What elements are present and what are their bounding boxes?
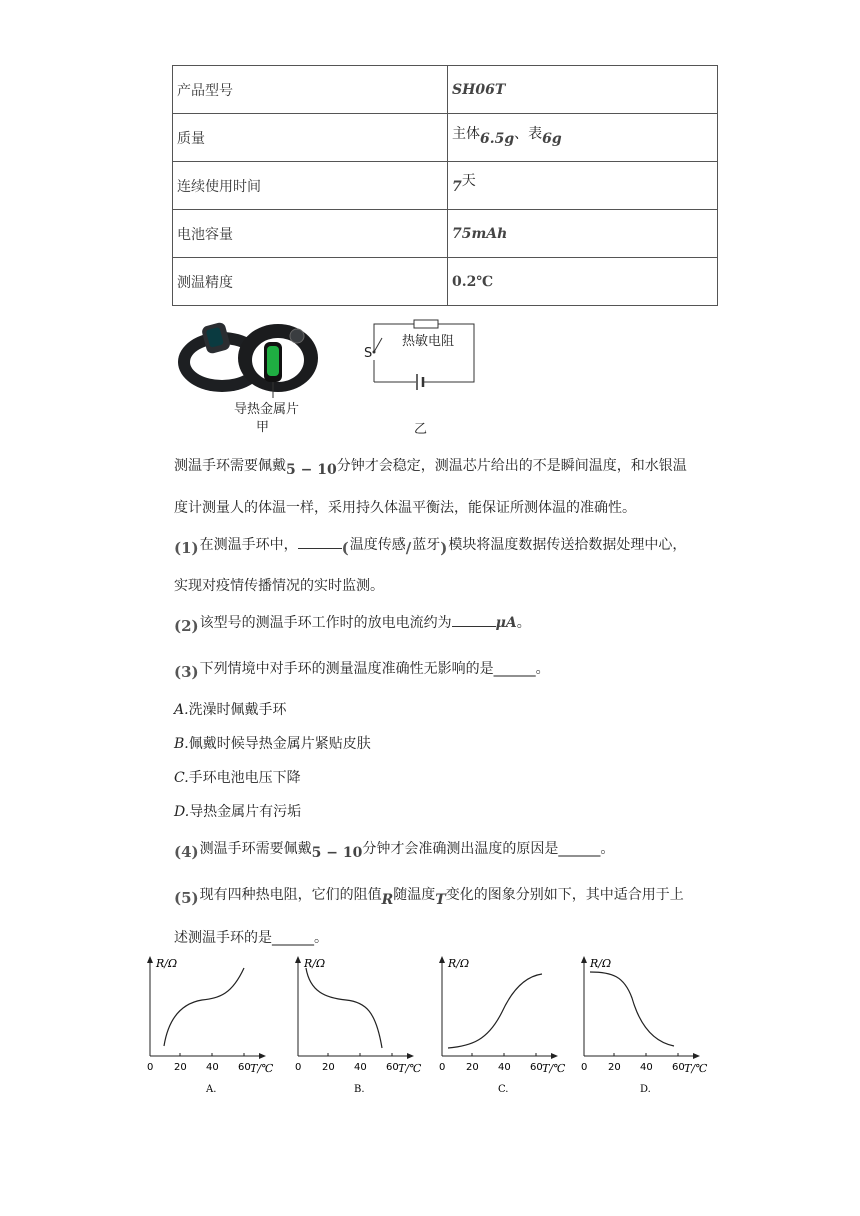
question-5 [174,884,684,908]
question-4 [174,838,614,859]
x-tick-label: 40 [206,1062,219,1073]
question-math: 5 − 10 [311,845,363,861]
y-axis-arrow [581,956,587,963]
question-text: 随温度 [393,887,436,903]
graph-caption: B. [354,1084,365,1094]
intro-line-1 [174,456,687,476]
thermal-plate-label: 导热金属片 [234,402,300,417]
y-axis-label: R/Ω [448,957,470,970]
question-text: 下列情境中对手环的测量温度准确性无影响的是______。 [199,661,550,677]
table-cell-label: 产品型号 [173,66,448,114]
rt-curve [164,968,244,1046]
duration-unit: 天 [461,172,476,189]
question-number: (3) [174,663,199,681]
x-axis-arrow [407,1053,414,1059]
mass-prefix: 主体 [452,125,480,142]
intro-text: 测温手环需要佩戴 [174,458,286,474]
x-tick-label: 60 [672,1062,685,1073]
rt-curve [306,968,382,1048]
answer-blank[interactable] [298,534,342,549]
figure-yi-caption: 乙 [414,422,428,437]
mass-watch-value: 6g [542,130,562,147]
rt-graph-c [432,954,572,1094]
y-axis-label: R/Ω [156,957,178,970]
table-row [173,66,718,114]
x-tick-label: 0 [295,1062,302,1073]
question-text: 现有四种热电阻，它们的阻值 [199,887,382,903]
question-number: (4) [174,843,199,861]
option-text: 导热金属片有污垢 [189,804,302,820]
paren-close: ) [440,539,448,557]
graph-caption: C. [498,1084,509,1094]
x-axis-arrow [551,1053,558,1059]
table-cell-label: 连续使用时间 [173,162,448,210]
table-row [173,114,718,162]
question-1 [174,534,686,555]
duration-value: 7 [452,178,462,195]
question-2 [174,612,531,633]
x-tick-label: 60 [238,1062,251,1073]
graph-caption: A. [206,1084,217,1094]
circuit-figure [360,318,480,437]
option-a[interactable] [174,700,287,720]
question-3 [174,658,550,679]
question-number: (1) [174,539,199,557]
x-tick-label: 0 [147,1062,154,1073]
x-tick-label: 20 [466,1062,479,1073]
intro-math: 5 − 10 [286,462,337,478]
paren-open: ( [341,539,349,557]
option-letter: C. [174,770,189,786]
table-row [173,258,718,306]
symbol-t: T [435,892,446,908]
question-text: 模块将温度数据传送拾数据处理中心， [448,537,687,553]
rt-graph-b [288,954,428,1094]
model-value: SH06T [452,81,506,98]
battery-value: 75mAh [452,225,508,242]
figure-jia-caption: 甲 [256,420,270,435]
x-tick-label: 40 [640,1062,653,1073]
table-cell-value [448,114,718,162]
wristband-figure [174,314,320,435]
choice-temp-sensor: 温度传感 [349,537,406,553]
table-cell-value [448,162,718,210]
x-tick-label: 20 [608,1062,621,1073]
question-text: 分钟才会准确测出温度的原因是______。 [362,841,615,857]
question-number: (2) [174,617,199,635]
x-axis-label: T/℃ [398,1062,422,1075]
question-text: 该型号的测温手环工作时的放电电流约为 [199,615,452,631]
x-axis-label: T/℃ [542,1062,566,1075]
x-axis-label: T/℃ [684,1062,708,1075]
x-tick-label: 40 [498,1062,511,1073]
table-cell-label: 电池容量 [173,210,448,258]
question-text: 变化的图象分别如下，其中适合用于上 [445,887,684,903]
option-b[interactable] [174,734,371,754]
mass-sep: 、表 [514,125,543,142]
answer-blank[interactable] [452,612,496,627]
table-row [173,162,718,210]
question-number: (5) [174,889,199,907]
wristband-image [174,314,320,410]
rt-curve [590,972,674,1046]
x-tick-label: 40 [354,1062,367,1073]
option-text: 洗澡时佩戴手环 [188,702,287,718]
choice-bluetooth: 蓝牙 [412,537,441,553]
option-letter: B. [174,736,189,752]
y-axis-arrow [439,956,445,963]
x-tick-label: 60 [386,1062,399,1073]
option-letter: A. [174,702,189,718]
table-cell-value [448,66,718,114]
rt-graph-a [140,954,280,1094]
y-axis-label: R/Ω [304,957,326,970]
unit-microamp: μA [495,615,517,631]
intro-text: 分钟才会稳定，测温芯片给出的不是瞬间温度，和水银温 [336,458,687,474]
switch-label: S [364,346,373,361]
table-cell-value [448,258,718,306]
y-axis-label: R/Ω [590,957,612,970]
spec-table [172,65,718,306]
x-axis-arrow [259,1053,266,1059]
symbol-r: R [381,892,394,908]
table-cell-label: 测温精度 [173,258,448,306]
table-cell-value [448,210,718,258]
x-tick-label: 0 [581,1062,588,1073]
x-tick-label: 0 [439,1062,446,1073]
table-row [173,210,718,258]
intro-line-2: 度计测量人的体温一样，采用持久体温平衡法，能保证所测体温的准确性。 [174,500,636,516]
x-tick-label: 20 [174,1062,187,1073]
choice-slash: / [405,539,412,557]
x-tick-label: 60 [530,1062,543,1073]
thermistor-label: 热敏电阻 [402,334,455,349]
x-axis-arrow [693,1053,700,1059]
option-c[interactable] [174,768,301,788]
x-tick-label: 20 [322,1062,335,1073]
option-text: 佩戴时候导热金属片紧贴皮肤 [188,736,371,752]
question-1-line-2: 实现对疫情传播情况的实时监测。 [174,578,384,594]
question-text: 。 [516,615,531,631]
y-axis-arrow [295,956,301,963]
mass-body-value: 6.5g [480,130,515,147]
precision-value: 0.2℃ [452,273,494,290]
option-letter: D. [174,804,190,820]
table-cell-label: 质量 [173,114,448,162]
x-axis-label: T/℃ [250,1062,274,1075]
question-text: 测温手环需要佩戴 [199,841,312,857]
rt-graph-d [574,954,714,1094]
question-text: 在测温手环中， [199,537,298,553]
question-5-line-2: 述测温手环的是______。 [174,930,328,946]
option-text: 手环电池电压下降 [188,770,301,786]
rt-curve [448,974,542,1048]
option-d[interactable] [174,802,301,822]
y-axis-arrow [147,956,153,963]
graph-caption: D. [640,1084,651,1094]
